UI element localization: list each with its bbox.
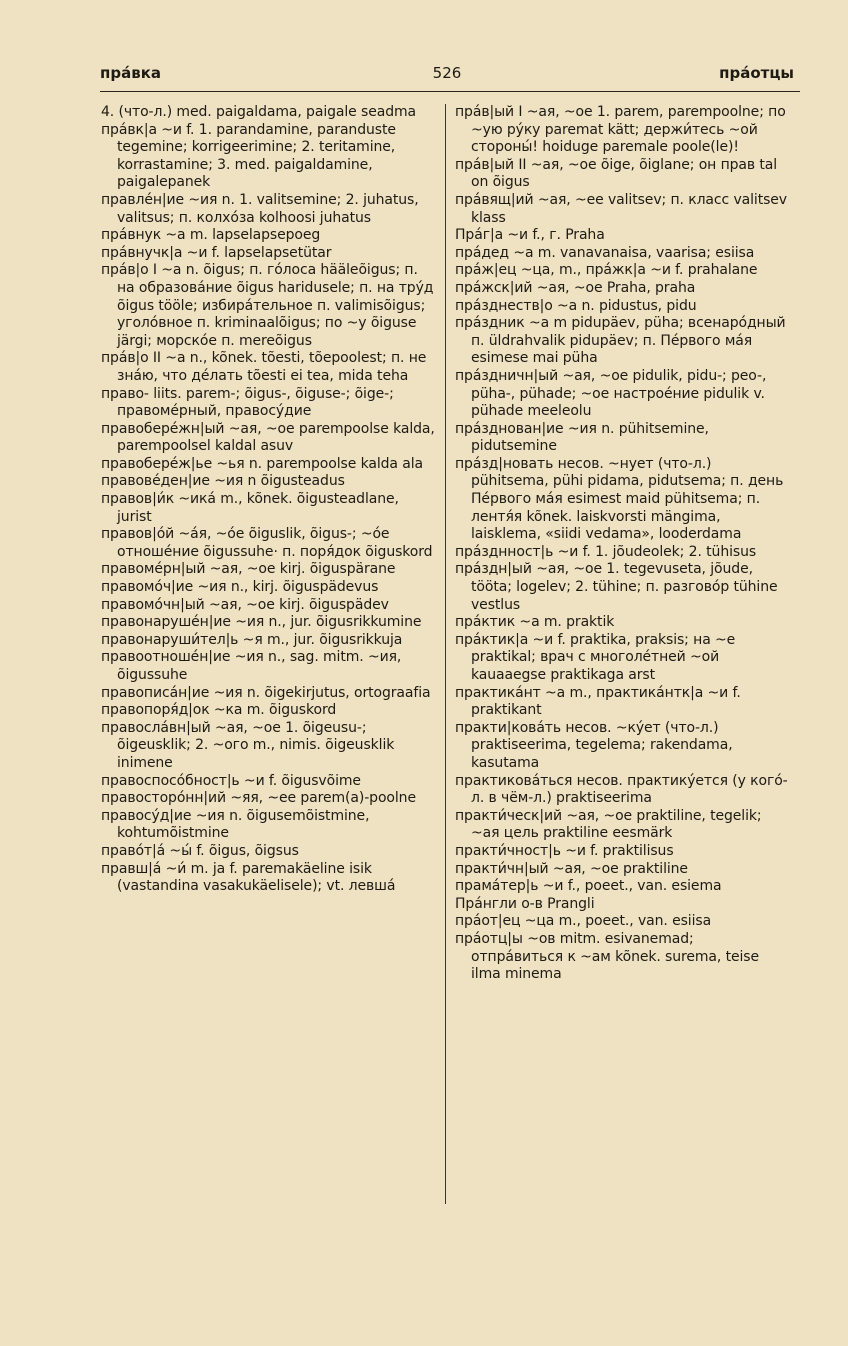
dictionary-entry: пра́здничн|ый ~ая, ~ое pidulik, pidu-; peo-, püha-, pühade; ~ое настрое́ние pidulik v. pühade meeleolu — [455, 367, 767, 420]
page-number: 526 — [432, 64, 462, 82]
dictionary-entry: пра́от|ец ~ца m., poeet., van. esiisa — [455, 913, 712, 930]
dictionary-entry: Пра́нгли о-в Prangli — [455, 895, 595, 912]
right-guide-word: пра́отцы — [719, 64, 794, 82]
page-header — [100, 64, 794, 86]
dictionary-entry: правомо́ч|ие ~ия n., kirj. õiguspädevus — [101, 579, 379, 596]
dictionary-entry: пра́ж|ец ~ца, m., пра́жк|а ~и f. prahalane — [455, 262, 758, 279]
dictionary-entry: правосла́вн|ый ~ая, ~ое 1. õigeusu-; õigeusklik; 2. ~ого m., nimis. õigeusklik inimene — [101, 719, 395, 771]
dictionary-entry: правов|о́й ~а́я, ~о́е õiguslik, õigus-; ~о́е отноше́ние õigussuhe· п. поря́док õiguskord — [101, 526, 433, 560]
dictionary-entry: пра́дед ~а m. vanavanaisa, vaarisa; esiisa — [455, 244, 755, 261]
dictionary-entry: пра́в|о I ~а n. õigus; п. го́лоса hääleõigus; п. на образова́ние õigus haridusele; п. на тру́д õigus tööle; избира́тельное п. valimisõigus; уголо́вное п. kriminaalõigus; по ~у õiguse järgi; морско́е п. mereõigus — [101, 262, 434, 349]
left-guide-word: пра́вка — [100, 64, 162, 82]
dictionary-entry: Пра́г|а ~и f., г. Praha — [455, 227, 605, 244]
dictionary-entry: практи́ческ|ий ~ая, ~ое praktiline, tegelik; ~ая цель praktiline eesmärk — [455, 807, 762, 842]
left-column — [101, 104, 436, 896]
dictionary-entry: пра́в|ый II ~ая, ~ое õige, õiglane; он прав tal on õigus — [455, 156, 778, 191]
dictionary-entry: пра́ктик ~а m. praktik — [455, 614, 615, 631]
dictionary-entry: правове́ден|ие ~ия n õigusteadus — [101, 473, 345, 490]
dictionary-entry: правоспосо́бност|ь ~и f. õigusvõime — [101, 772, 361, 789]
dictionary-entry: пра́зднност|ь ~и f. 1. jõudeolek; 2. tühisus — [455, 543, 757, 560]
dictionary-entry: пра́зднован|ие ~ия n. pühitsemine, pidutsemine — [455, 420, 709, 455]
dictionary-entry: пра́зднеств|о ~а n. pidustus, pidu — [455, 297, 697, 314]
dictionary-entry: правописа́н|ие ~ия n. õigekirjutus, ortograafia — [101, 684, 431, 701]
dictionary-entry: практи́чн|ый ~ая, ~ое praktiline — [455, 860, 688, 877]
dictionary-entry: пра́зд|новать несов. ~нует (что-л.) pühitsema, pühi pidama, pidutsema; п. день Пе́рвого ма́я esimest maid pühitsema; п. лентя́я kõnek. laiskvorsti mängima, laisklema, «siidi vedama», looderdama — [455, 455, 784, 543]
column-divider — [445, 104, 446, 1204]
dictionary-entry: правобере́жн|ый ~ая, ~ое parempoolse kalda, parempoolsel kaldal asuv — [101, 420, 435, 455]
dictionary-entry: пра́жск|ий ~ая, ~ое Praha, praha — [455, 279, 696, 296]
dictionary-entry: 4. (что-л.) med. paigaldama, paigale seadma — [101, 104, 417, 120]
dictionary-entry: практи|кова́ть несов. ~ку́ет (что-л.) praktiseerima, tegelema; rakendama, kasutama — [455, 719, 733, 771]
dictionary-entry: прама́тер|ь ~и f., poeet., van. esiema — [455, 878, 722, 895]
dictionary-entry: правосу́д|ие ~ия n. õigusemõistmine, kohtumõistmine — [101, 807, 370, 842]
dictionary-entry: пра́внучк|а ~и f. lapselapsetütar — [101, 244, 332, 261]
dictionary-entry: пра́в|ый I ~ая, ~ое 1. parem, parempoolne; по ~ую ру́ку paremat kätt; держи́тесь ~ой стороны́! hoiduge paremale poole(le)! — [455, 104, 786, 156]
dictionary-entry: правонаруше́н|ие ~ия n., jur. õigusrikkumine — [101, 614, 422, 631]
dictionary-entry: пра́вк|а ~и f. 1. parandamine, paranduste tegemine; korrigeerimine; 2. teritamine, korrastamine; 3. med. paigaldamine, paigalepanek — [101, 121, 396, 191]
right-column — [455, 104, 789, 984]
dictionary-entry: правопоря́д|ок ~ка m. õiguskord — [101, 702, 337, 719]
dictionary-entry: право- liits. parem-; õigus-, õiguse-; õige-; правоме́рный, правосу́дие — [101, 385, 394, 420]
header-rule — [100, 91, 800, 92]
dictionary-entry: правле́н|ие ~ия n. 1. valitsemine; 2. juhatus, valitsus; п. колхо́за kolhoosi juhatus — [101, 191, 419, 226]
dictionary-entry: пра́отц|ы ~ов mitm. esivanemad; отпра́виться к ~ам kõnek. surema, teise ilma minema — [455, 930, 760, 983]
dictionary-entry: правомо́чн|ый ~ая, ~ое kirj. õiguspädev — [101, 596, 389, 613]
dictionary-entry: правосторо́нн|ий ~яя, ~ее parem(a)-poolne — [101, 790, 416, 807]
dictionary-entry: практика́нт ~а m., практика́нтк|а ~и f. praktikant — [455, 684, 741, 719]
dictionary-entry: пра́внук ~а m. lapselapsepoeg — [101, 227, 321, 244]
dictionary-entry: правобере́ж|ье ~ья n. parempoolse kalda ala — [101, 455, 423, 472]
dictionary-entry: пра́ктик|а ~и f. praktika, praksis; на ~е praktikal; врач с многоле́тней ~ой kauaaegse praktikaga arst — [455, 631, 736, 683]
dictionary-entry: правоме́рн|ый ~ая, ~ое kirj. õiguspärane — [101, 561, 396, 578]
dictionary-entry: пра́здн|ый ~ая, ~ое 1. tegevuseta, jõude, tööta; logelev; 2. tühine; п. разгово́р tühine vestlus — [455, 561, 778, 613]
dictionary-entry: пра́в|о II ~а n., kõnek. tõesti, tõepoolest; п. не зна́ю, что де́лать tõesti ei tea, mida teha — [101, 350, 427, 384]
dictionary-entry: практикова́ться несов. практику́ется (у кого́-л. в чём-л.) praktiseerima — [455, 772, 788, 807]
dictionary-entry: правоотноше́н|ие ~ия n., sag. mitm. ~ия, õigussuhe — [101, 649, 402, 683]
dictionary-entry: правов|и́к ~ика́ m., kõnek. õigusteadlane, jurist — [101, 491, 399, 525]
dictionary-entry: право́т|а́ ~ы́ f. õigus, õigsus — [101, 842, 299, 859]
dictionary-entry: правш|а́ ~и́ m. ja f. paremakäeline isik (vastandina vasakukäelisele); vt. левша́ — [101, 860, 396, 895]
dictionary-entry: пра́здник ~а m pidupäev, püha; всенаро́дный п. üldrahvalik pidupäev; п. Пе́рвого ма́я esimese mai püha — [455, 315, 786, 367]
dictionary-entry: пра́вящ|ий ~ая, ~ее valitsev; п. класс valitsev klass — [455, 191, 787, 226]
dictionary-entry: практи́чност|ь ~и f. praktilisus — [455, 842, 674, 859]
dictionary-entry: правонаруши́тел|ь ~я m., jur. õigusrikkuja — [101, 631, 403, 648]
